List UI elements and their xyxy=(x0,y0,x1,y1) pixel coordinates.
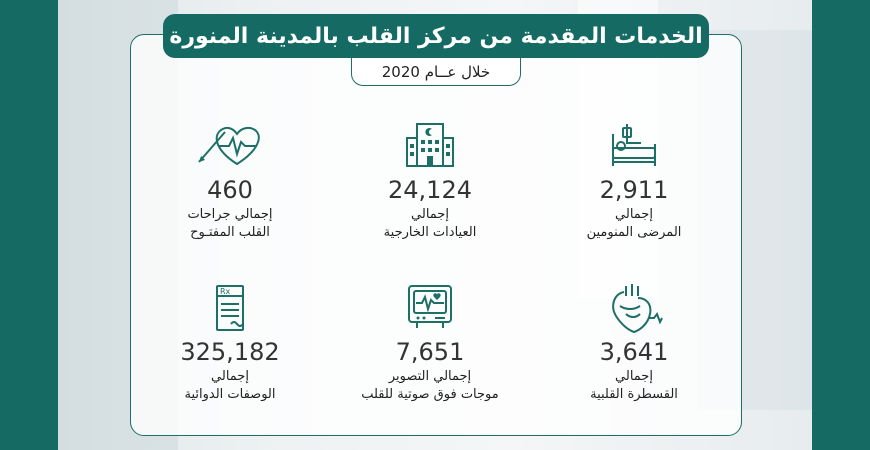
page-title: الخدمات المقدمة من مركز القلب بالمدينة المنورة xyxy=(169,23,703,49)
stat-label: العيادات الخارجية xyxy=(383,225,477,240)
stat-label: الوصفات الدوائية xyxy=(184,387,276,402)
stat-value: 2,911 xyxy=(599,176,669,204)
stat-catheterization xyxy=(544,282,724,404)
stat-echo xyxy=(340,282,520,404)
stat-inpatients xyxy=(544,118,724,242)
stat-label: القسطرة القلبية xyxy=(590,387,678,402)
prescription-icon xyxy=(203,282,257,334)
stat-value: 24,124 xyxy=(388,176,472,204)
stat-label: إجمالي التصوير xyxy=(388,369,472,384)
stat-label: إجمالي xyxy=(211,369,249,384)
stat-label: القلب المفتـوح xyxy=(190,225,270,240)
stat-open-heart xyxy=(140,118,320,242)
stat-label: إجمالي xyxy=(615,207,653,222)
stat-value: 325,182 xyxy=(180,338,280,366)
svg-text:Rx: Rx xyxy=(220,287,231,296)
stat-label: إجمالي جراحات xyxy=(187,207,273,222)
anatomical-heart-icon xyxy=(604,282,664,334)
stat-value: 3,641 xyxy=(599,338,669,366)
stat-outpatient xyxy=(340,118,520,242)
stat-label: موجات فوق صوتية للقلب xyxy=(361,387,499,402)
title-banner xyxy=(163,14,709,58)
left-band xyxy=(0,0,58,450)
stat-prescriptions xyxy=(140,282,320,404)
page-subtitle: خلال عــام 2020 xyxy=(381,62,491,81)
stat-label: إجمالي xyxy=(411,207,449,222)
right-band xyxy=(812,0,870,450)
stat-value: 460 xyxy=(207,176,253,204)
stat-label: إجمالي xyxy=(615,369,653,384)
hospital-building-icon xyxy=(403,118,457,172)
heart-monitor-icon xyxy=(403,282,457,334)
stat-label: المرضى المنومين xyxy=(586,225,682,240)
hospital-bed-icon xyxy=(607,118,661,172)
stat-value: 7,651 xyxy=(395,338,465,366)
subtitle-tab xyxy=(351,58,521,86)
heart-scalpel-icon xyxy=(195,118,265,172)
